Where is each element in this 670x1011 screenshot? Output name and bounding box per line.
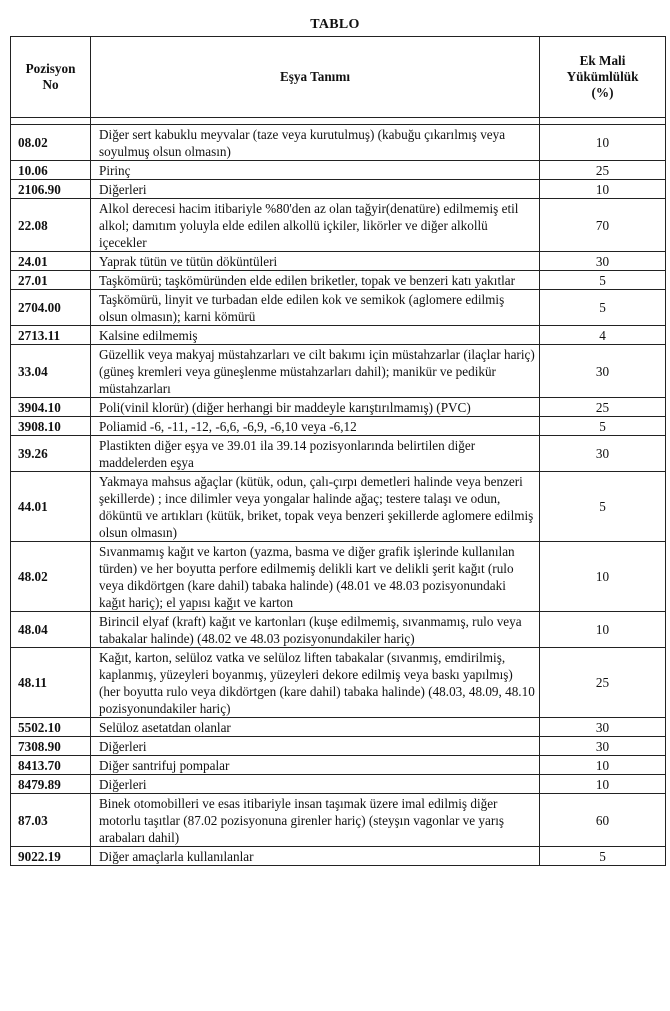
description-cell: Diğerleri [91, 775, 540, 794]
description-cell: Diğer sert kabuklu meyvalar (taze veya kurutulmuş) (kabuğu çıkarılmış veya soyulmuş olsun olmasın) [91, 125, 540, 161]
table-row [11, 542, 666, 612]
rate-header-line1: Ek Mali [579, 53, 626, 68]
table-row [11, 648, 666, 718]
description-cell: Taşkömürü, linyit ve turbadan elde edilen kok ve semikok (aglomere edilmiş olsun olmasın); karni kömürü [91, 290, 540, 326]
rate-cell: 10 [540, 612, 666, 648]
position-cell: 9022.19 [11, 847, 91, 866]
table-row [11, 737, 666, 756]
rate-header-line2: Yükümlülük [566, 69, 639, 84]
description-cell: Kağıt, karton, selüloz vatka ve selüloz liften tabakalar (sıvanmış, emdirilmiş, kaplanmış, yüzeyleri boyanmış, yüzeyleri dekore edilmiş veya baskı yapılmış) (her boyutta rulo veya dikdörtgen (kare dahil) tabaka halinde) (48.03, 48.09, 48.10 pozisyonundakiler hariç) [91, 648, 540, 718]
description-cell: Yaprak tütün ve tütün döküntüleri [91, 252, 540, 271]
position-cell: 8479.89 [11, 775, 91, 794]
table-row [11, 199, 666, 252]
description-cell: Diğer amaçlarla kullanılanlar [91, 847, 540, 866]
table-row [11, 398, 666, 417]
position-no-header [11, 37, 91, 118]
rate-cell: 5 [540, 290, 666, 326]
position-cell: 44.01 [11, 472, 91, 542]
table-row [11, 847, 666, 866]
table-row [11, 417, 666, 436]
rate-cell: 5 [540, 847, 666, 866]
rate-header [540, 37, 666, 118]
position-cell: 7308.90 [11, 737, 91, 756]
rate-cell: 30 [540, 345, 666, 398]
table-row [11, 436, 666, 472]
position-cell: 08.02 [11, 125, 91, 161]
gap-cell [11, 118, 91, 125]
description-cell: Diğer santrifuj pompalar [91, 756, 540, 775]
position-cell: 8413.70 [11, 756, 91, 775]
table-row [11, 252, 666, 271]
rate-cell: 25 [540, 398, 666, 417]
description-cell: Binek otomobilleri ve esas itibariyle insan taşımak üzere imal edilmiş diğer motorlu taşıtlar (87.02 pozisyonuna girenler hariç) (steyşın vagonlar ve yarış arabaları dahil) [91, 794, 540, 847]
description-cell: Plastikten diğer eşya ve 39.01 ila 39.14 pozisyonlarında belirtilen diğer maddelerden eşya [91, 436, 540, 472]
tariff-table [10, 36, 666, 866]
table-row [11, 180, 666, 199]
description-cell: Yakmaya mahsus ağaçlar (kütük, odun, çalı-çırpı demetleri halinde veya benzeri şekillerde) ; ince dilimler veya yongalar halinde ağaç; testere talaşı ve odun, döküntü ve artıkları (kütük, briket, topak veya benzeri şekillerde aglomere edilmiş olsun olmasın) [91, 472, 540, 542]
position-cell: 3908.10 [11, 417, 91, 436]
rate-cell: 30 [540, 737, 666, 756]
rate-cell: 70 [540, 199, 666, 252]
description-cell: Sıvanmamış kağıt ve karton (yazma, basma ve diğer grafik işlerinde kullanılan türden) ve her boyutta perfore edilmemiş delikli kart ve delikli şerit kağıt (rulo veya dikdörtgen (kare dahil) tabaka halinde) (48.01 ve 48.03 pozisyonundaki kağıt hariç); el yapısı kağıt ve karton [91, 542, 540, 612]
position-cell: 39.26 [11, 436, 91, 472]
rate-cell: 5 [540, 472, 666, 542]
rate-cell: 25 [540, 161, 666, 180]
position-cell: 22.08 [11, 199, 91, 252]
rate-cell: 10 [540, 180, 666, 199]
rate-cell: 60 [540, 794, 666, 847]
table-row [11, 345, 666, 398]
table-row [11, 718, 666, 737]
position-cell: 48.02 [11, 542, 91, 612]
description-cell: Poliamid -6, -11, -12, -6,6, -6,9, -6,10 veya -6,12 [91, 417, 540, 436]
rate-cell: 10 [540, 775, 666, 794]
position-cell: 24.01 [11, 252, 91, 271]
rate-header-line3: (%) [591, 85, 614, 100]
header-gap-row [11, 118, 666, 125]
table-row [11, 326, 666, 345]
position-cell: 48.11 [11, 648, 91, 718]
position-cell: 33.04 [11, 345, 91, 398]
table-row [11, 271, 666, 290]
description-cell: Kalsine edilmemiş [91, 326, 540, 345]
table-row [11, 472, 666, 542]
gap-cell [91, 118, 540, 125]
table-title: TABLO [310, 17, 360, 32]
position-cell: 87.03 [11, 794, 91, 847]
table-row [11, 775, 666, 794]
table-header-row [11, 37, 666, 118]
position-cell: 2713.11 [11, 326, 91, 345]
table-row [11, 794, 666, 847]
rate-cell: 10 [540, 756, 666, 775]
description-cell: Alkol derecesi hacim itibariyle %80'den az olan tağyir(denatüre) edilmemiş etil alkol; damıtım yoluyla elde edilen alkollü içkiler, likörler ve diğer alkollü içecekler [91, 199, 540, 252]
position-header-line2: No [42, 77, 59, 92]
description-cell: Taşkömürü; taşkömüründen elde edilen briketler, topak ve benzeri katı yakıtlar [91, 271, 540, 290]
table-row [11, 612, 666, 648]
position-header-line1: Pozisyon [25, 61, 76, 76]
rate-cell: 25 [540, 648, 666, 718]
description-cell: Güzellik veya makyaj müstahzarları ve cilt bakımı için müstahzarlar (ilaçlar hariç) (güneş kremleri veya güneşlenme müstahzarları dahil); manikür ve pedikür müstahzarları [91, 345, 540, 398]
rate-cell: 30 [540, 718, 666, 737]
position-cell: 48.04 [11, 612, 91, 648]
rate-cell: 30 [540, 252, 666, 271]
description-cell: Poli(vinil klorür) (diğer herhangi bir maddeyle karıştırılmamış) (PVC) [91, 398, 540, 417]
description-cell: Diğerleri [91, 737, 540, 756]
table-row [11, 756, 666, 775]
rate-cell: 4 [540, 326, 666, 345]
description-cell: Diğerleri [91, 180, 540, 199]
position-cell: 2704.00 [11, 290, 91, 326]
description-cell: Pirinç [91, 161, 540, 180]
table-row [11, 161, 666, 180]
rate-cell: 5 [540, 417, 666, 436]
rate-cell: 10 [540, 542, 666, 612]
table-row [11, 125, 666, 161]
position-cell: 5502.10 [11, 718, 91, 737]
description-header: Eşya Tanımı [91, 37, 540, 118]
rate-cell: 10 [540, 125, 666, 161]
position-cell: 10.06 [11, 161, 91, 180]
gap-cell [540, 118, 666, 125]
position-cell: 27.01 [11, 271, 91, 290]
position-cell: 2106.90 [11, 180, 91, 199]
position-cell: 3904.10 [11, 398, 91, 417]
description-cell: Birincil elyaf (kraft) kağıt ve kartonları (kuşe edilmemiş, sıvanmamış, rulo veya tabakalar halinde) (48.02 ve 48.03 pozisyonundakiler hariç) [91, 612, 540, 648]
table-row [11, 290, 666, 326]
description-cell: Selüloz asetatdan olanlar [91, 718, 540, 737]
rate-cell: 30 [540, 436, 666, 472]
rate-cell: 5 [540, 271, 666, 290]
